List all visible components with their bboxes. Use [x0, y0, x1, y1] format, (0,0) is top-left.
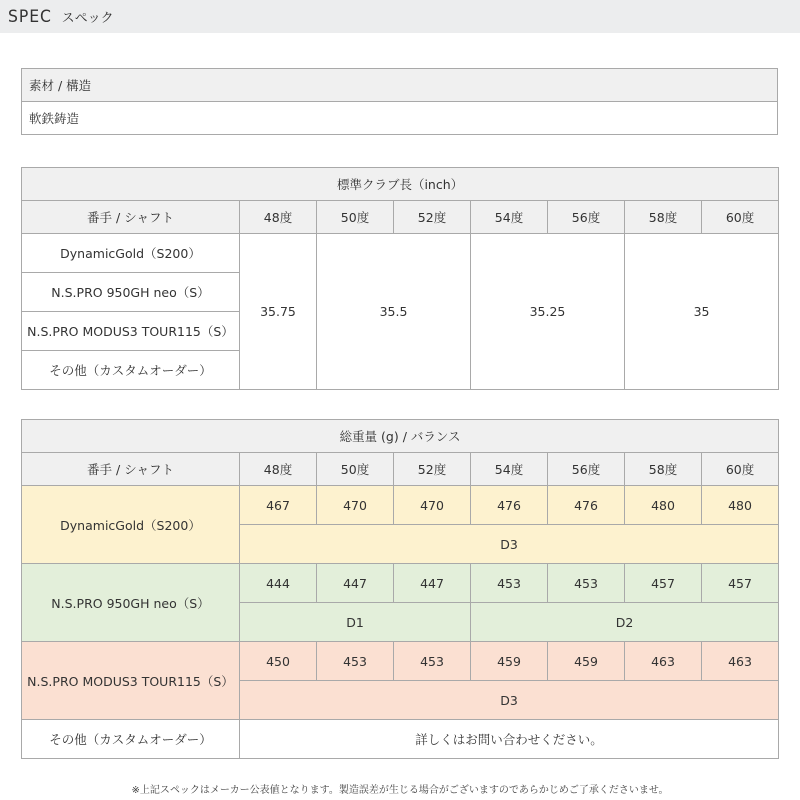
spec-title-en: SPEC [8, 6, 52, 27]
weight-value: 480 [702, 486, 779, 525]
spec-title-jp: スペック [61, 11, 114, 26]
length-value-54-56: 35.25 [471, 234, 625, 390]
length-loft-header: 58度 [625, 201, 702, 234]
balance-value: D1 [240, 603, 471, 642]
weight-value: 463 [702, 642, 779, 681]
weight-shaft-name: N.S.PRO MODUS3 TOUR115（S） [22, 642, 240, 720]
length-shaft-name: その他（カスタムオーダー） [22, 351, 240, 390]
weight-loft-header: 60度 [702, 453, 779, 486]
length-shaft-name: N.S.PRO 950GH neo（S） [22, 273, 240, 312]
weight-value: 453 [394, 642, 471, 681]
weight-shaft-name: その他（カスタムオーダー） [22, 720, 240, 759]
weight-loft-header: 52度 [394, 453, 471, 486]
length-shaft-name: N.S.PRO MODUS3 TOUR115（S） [22, 312, 240, 351]
weight-corner-header: 番手 / シャフト [22, 453, 240, 486]
length-value-48: 35.75 [240, 234, 317, 390]
balance-value: D3 [240, 525, 779, 564]
weight-value: 480 [625, 486, 702, 525]
weight-value: 476 [471, 486, 548, 525]
material-table [21, 68, 778, 135]
length-table-title: 標準クラブ長（inch） [22, 168, 779, 201]
balance-value: D2 [471, 603, 779, 642]
weight-table-title: 総重量 (g) / バランス [22, 420, 779, 453]
weight-value: 459 [471, 642, 548, 681]
material-label: 素材 / 構造 [22, 69, 778, 102]
weight-value: 447 [317, 564, 394, 603]
footnote: ※上記スペックはメーカー公表値となります。製造誤差が生じる場合がございますのであらかじめご了承くださいませ。 [131, 785, 669, 796]
weight-value: 470 [394, 486, 471, 525]
custom-order-note: 詳しくはお問い合わせください。 [240, 720, 779, 759]
weight-loft-header: 56度 [548, 453, 625, 486]
weight-value: 457 [625, 564, 702, 603]
length-loft-header: 50度 [317, 201, 394, 234]
weight-loft-header: 58度 [625, 453, 702, 486]
weight-shaft-name: N.S.PRO 950GH neo（S） [22, 564, 240, 642]
weight-balance-table [21, 419, 779, 759]
length-value-50-52: 35.5 [317, 234, 471, 390]
weight-loft-header: 48度 [240, 453, 317, 486]
length-loft-header: 52度 [394, 201, 471, 234]
weight-value: 453 [548, 564, 625, 603]
balance-value: D3 [240, 681, 779, 720]
weight-value: 447 [394, 564, 471, 603]
length-loft-header: 48度 [240, 201, 317, 234]
weight-value: 463 [625, 642, 702, 681]
weight-value: 444 [240, 564, 317, 603]
weight-loft-header: 50度 [317, 453, 394, 486]
weight-shaft-name: DynamicGold（S200） [22, 486, 240, 564]
weight-value: 453 [471, 564, 548, 603]
length-corner-header: 番手 / シャフト [22, 201, 240, 234]
length-loft-header: 54度 [471, 201, 548, 234]
spec-header [0, 0, 800, 33]
weight-value: 450 [240, 642, 317, 681]
length-shaft-name: DynamicGold（S200） [22, 234, 240, 273]
club-length-table [21, 167, 779, 390]
weight-value: 459 [548, 642, 625, 681]
weight-value: 453 [317, 642, 394, 681]
weight-value: 457 [702, 564, 779, 603]
material-value: 軟鉄鋳造 [22, 102, 778, 135]
length-value-58-60: 35 [625, 234, 779, 390]
weight-value: 467 [240, 486, 317, 525]
weight-value: 470 [317, 486, 394, 525]
length-loft-header: 60度 [702, 201, 779, 234]
weight-value: 476 [548, 486, 625, 525]
length-loft-header: 56度 [548, 201, 625, 234]
weight-loft-header: 54度 [471, 453, 548, 486]
